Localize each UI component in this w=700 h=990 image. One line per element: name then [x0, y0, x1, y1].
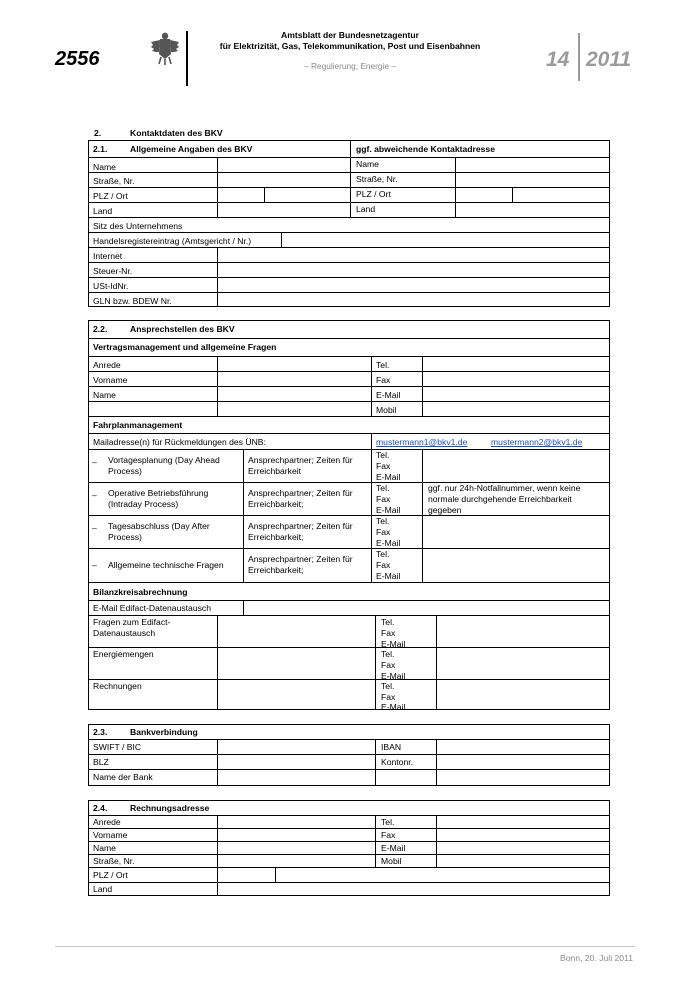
field-label: PLZ / Ort	[356, 189, 391, 199]
field-label: Land	[93, 206, 113, 216]
field-label: Anrede	[93, 360, 121, 370]
subsection-number: 2.4.	[93, 803, 108, 813]
field-label: Fax	[381, 830, 396, 840]
subsection-title: Bankverbindung	[130, 727, 198, 737]
subsection-number: 2.1.	[93, 144, 108, 154]
field-label: Kontonr.	[381, 757, 414, 767]
federal-eagle-logo	[150, 30, 180, 66]
subsection-title: Rechnungsadresse	[130, 803, 210, 813]
contact-note: Ansprechpartner; Zeiten für Erreichbarkeit;	[248, 554, 353, 575]
field-label: Fax	[376, 527, 391, 537]
field-label: Fax	[376, 494, 391, 504]
item-label: Allgemeine technische Fragen	[108, 560, 224, 570]
dash: –	[92, 457, 97, 467]
field-label: E-Mail	[381, 702, 406, 712]
subsection-title: Allgemeine Angaben des BKV	[130, 144, 253, 154]
name-input[interactable]	[218, 158, 349, 172]
field-label: Name	[93, 162, 116, 172]
issue-divider	[578, 33, 580, 81]
alt-address-title: ggf. abweichende Kontaktadresse	[356, 144, 495, 154]
item-label: Operative Betriebsführung (Intraday Process)	[108, 488, 209, 509]
gazette-title-line1: Amtsblatt der Bundesnetzagentur	[281, 30, 419, 40]
field-label: Tel.	[376, 549, 390, 559]
street-input[interactable]	[218, 173, 349, 187]
field-label: Energiemengen	[93, 649, 154, 659]
field-label: Tel.	[376, 483, 390, 493]
field-label: Fax	[381, 628, 396, 638]
field-label: PLZ / Ort	[93, 191, 128, 201]
contact-note: Ansprechpartner; Zeiten für Erreichbarkeit;	[248, 521, 353, 542]
field-label: Tel.	[381, 617, 395, 627]
field-label: Vorname	[93, 830, 128, 840]
field-label: Mobil	[381, 856, 402, 866]
email-link-1[interactable]: mustermann1@bkv1.de	[376, 437, 468, 447]
field-label: E-Mail	[381, 639, 406, 649]
field-label: Mailadresse(n) für Rückmeldungen des ÜNB:	[93, 437, 266, 447]
group-title: Bilanzkreisabrechnung	[93, 587, 188, 597]
gazette-title	[200, 30, 500, 52]
dash: –	[92, 523, 97, 533]
field-label: PLZ / Ort	[93, 870, 128, 880]
field-label: E-Mail	[381, 843, 406, 853]
field-label: Name der Bank	[93, 772, 153, 782]
field-label: E-Mail	[376, 571, 401, 581]
field-label: E-Mail	[381, 671, 406, 681]
field-label: Tel.	[381, 649, 395, 659]
issue-year: 2011	[586, 48, 632, 71]
issue-number: 14	[546, 48, 570, 71]
field-label: Vorname	[93, 375, 128, 385]
field-label: Land	[93, 884, 113, 894]
field-label: E-Mail	[376, 505, 401, 515]
field-label: Anrede	[93, 817, 121, 827]
group-title: Fahrplanmanagement	[93, 420, 183, 430]
subsection-title: Ansprechstellen des BKV	[130, 324, 235, 334]
field-label: Name	[356, 159, 379, 169]
item-label: Vortagesplanung (Day Ahead Process)	[108, 455, 220, 476]
dash: –	[92, 560, 97, 570]
field-label: Internet	[93, 251, 123, 261]
subsection-number: 2.3.	[93, 727, 108, 737]
field-label: Fax	[376, 461, 391, 471]
email-link-2[interactable]: mustermann2@bkv1.de	[491, 437, 583, 447]
field-label: Tel.	[376, 450, 390, 460]
field-label: Rechnungen	[93, 681, 142, 691]
gazette-subtitle: – Regulierung, Energie –	[304, 61, 396, 71]
gazette-title-line2: für Elektrizität, Gas, Telekommunikation, Post und Eisenbahnen	[219, 41, 481, 51]
subsection-number: 2.2.	[93, 324, 108, 334]
section-title: Kontaktdaten des BKV	[130, 128, 223, 138]
page-number: 2556	[55, 48, 100, 70]
section-number: 2.	[94, 128, 102, 138]
field-label: Fax	[381, 660, 396, 670]
field-label: Fax	[381, 692, 396, 702]
field-label: Tel.	[376, 516, 390, 526]
field-label: SWIFT / BIC	[93, 742, 142, 752]
contact-note: Ansprechpartner; Zeiten für Erreichbarkeit;	[248, 488, 353, 509]
header-divider	[186, 31, 188, 86]
field-label: Fax	[376, 560, 391, 570]
footer-divider	[55, 946, 635, 947]
field-label: E-Mail	[376, 472, 401, 482]
field-label: GLN bzw. BDEW Nr.	[93, 296, 172, 306]
city-input[interactable]	[265, 188, 349, 202]
field-label: Tel.	[376, 360, 390, 370]
group-title: Vertragsmanagement und allgemeine Fragen	[93, 342, 277, 352]
field-label: Name	[93, 843, 116, 853]
field-label: Handelsregistereintrag (Amtsgericht / Nr.)	[93, 236, 252, 246]
country-input[interactable]	[218, 203, 349, 217]
field-label: Straße, Nr.	[356, 174, 398, 184]
field-label: E-Mail	[376, 538, 401, 548]
field-label: Sitz des Unternehmens	[93, 221, 183, 231]
field-label: E-Mail	[376, 390, 401, 400]
field-label: Mobil	[376, 405, 397, 415]
contact-note: Ansprechpartner; Zeiten für Erreichbarkeit	[248, 455, 353, 476]
dash: –	[92, 490, 97, 500]
field-label: Tel.	[381, 681, 395, 691]
emergency-note: ggf. nur 24h-Notfallnummer, wenn keine normale durchgehende Erreichbarkeit gegeben	[428, 483, 581, 515]
footer-place-date: Bonn, 20. Juli 2011	[560, 953, 633, 963]
field-label: Straße, Nr.	[93, 856, 135, 866]
field-label: USt-IdNr.	[93, 281, 129, 291]
field-label: Steuer-Nr.	[93, 266, 133, 276]
field-label: IBAN	[381, 742, 402, 752]
field-label: Fragen zum Edifact-Datenaustausch	[93, 617, 171, 638]
field-label: BLZ	[93, 757, 109, 767]
field-label: Tel.	[381, 817, 395, 827]
field-label: Fax	[376, 375, 391, 385]
field-label: Straße, Nr.	[93, 176, 135, 186]
field-label: Name	[93, 390, 116, 400]
field-label: Land	[356, 204, 376, 214]
field-label: E-Mail Edifact-Datenaustausch	[93, 603, 211, 613]
item-label: Tagesabschluss (Day After Process)	[108, 521, 210, 542]
